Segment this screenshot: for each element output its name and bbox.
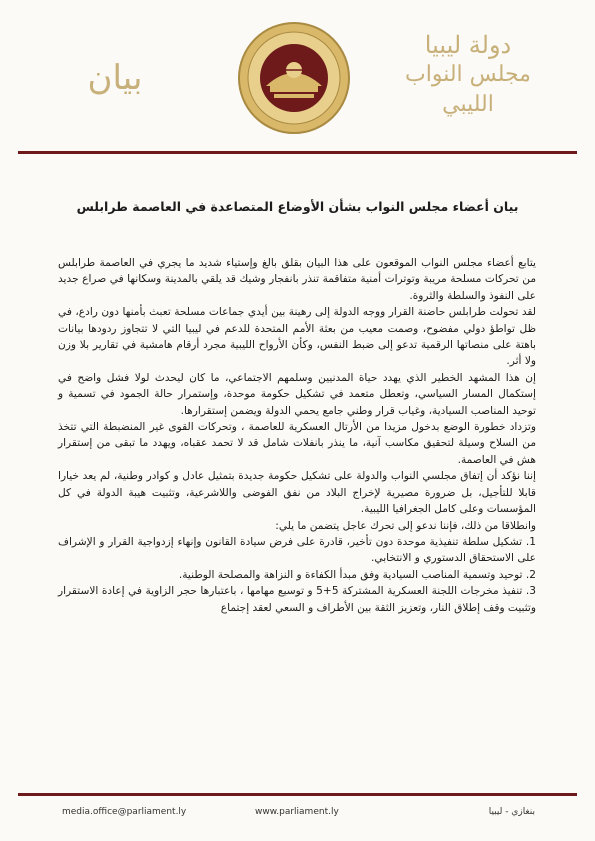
statement-body	[58, 255, 536, 616]
house-of-representatives-seal-icon	[236, 20, 352, 136]
parliament-name: مجلس النواب الليبي	[405, 62, 531, 117]
paragraph: وانطلاقا من ذلك، فإننا ندعو إلى تحرك عاجل يتضمن ما يلي:	[275, 519, 536, 532]
statement-word-logo: بيان	[87, 58, 143, 98]
paragraph: لقد تحولت طرابلس حاضنة القرار ووجه الدولة إلى رهينة بين أيدي جماعات مسلحة تعبث بأمنها دون رادع، في ظل تواطؤ دولي مفضوح، وصمت معيب من بعثة الأمم المتحدة للدعم في ليبيا التي لا تتجاوز ردودها بيانات باهتة على منصاتها الرقمية تدعو إلى ضبط النفس، وكأن الأرواح الليبية مجرد أرقام هامشية في تقارير بلا وزن ولا أثر.	[58, 306, 536, 368]
paragraph: يتابع أعضاء مجلس النواب الموقعون على هذا البيان بقلق بالغ وإستياء شديد ما يجري في العاصمة طرابلس من تحركات مسلحة مريبة وتوترات أمنية متفاقمة تنذر بانفجار وشيك قد يلقي بالمدينة وسكانها في صراع جديد على النفوذ والسلطة والثروة.	[58, 257, 536, 302]
paragraph: إن هذا المشهد الخطير الذي يهدد حياة المدنيين وسلمهم الاجتماعي، ما كان ليحدث لولا فشل واضح في إستكمال المسار السياسي، وتعطل متعمد في تشكيل حكومة موحدة، وإستمرار حالة الجمود في تسمية و توحيد المناصب السيادية، وغياب قرار وطني جامع يحمي الدولة ويضمن إستقرارها.	[58, 371, 536, 417]
list-item: 1. تشكيل سلطة تنفيذية موحدة دون تأخير، قادرة على فرض سيادة القانون وإنهاء إزدواجية القرار و الإشراف على الاستحقاق الدستوري و الانتخابي.	[58, 535, 536, 565]
footer-divider	[18, 793, 577, 796]
footer-website-link[interactable]: www.parliament.ly	[255, 807, 339, 817]
paragraph: إننا نؤكد أن إتفاق مجلسي النواب والدولة على تشكيل حكومة جديدة بتمثيل عادل و كوادر وطنية، لم يعد خيارا قابلا للتأجيل، بل ضرورة مصيرية لإخراج البلاد من نفق الفوضى واللاشرعية، وتثبيت هيبة الدولة في كل المؤسسات وعلى كامل الجغرافيا الليبية.	[58, 470, 536, 516]
statement-title: بيان أعضاء مجلس النواب بشأن الأوضاع المتصاعدة في العاصمة طرابلس	[76, 199, 519, 214]
list-item: 3. تنفيذ مخرجات اللجنة العسكرية المشتركة 5+5 و توسيع مهامها ، باعتبارها حجر الزاوية في إعادة الاستقرار وتثبيت وقف إطلاق النار، وتعزيز الثقة بين الأطراف و السعي لعقد إجتماع	[58, 585, 536, 614]
header-divider	[18, 151, 577, 154]
list-item: 2. توحيد وتسمية المناصب السيادية وفق مبدأ الكفاءة و النزاهة والمصلحة الوطنية.	[178, 568, 536, 581]
state-of-libya-header	[393, 30, 543, 120]
paragraph: وتزداد خطورة الوضع بدخول مزيدا من الأرتال العسكرية للعاصمة ، وتحركات القوى غير المنضبطة التي تتخذ من السلاح وسيلة لتحقيق مكاسب آنية، ما ينذر بانفلات شامل قد لا تحمد عقباه، ويهدد ما تبقى من إستقرار هش في العاصمة.	[58, 421, 536, 466]
state-name: دولة ليبيا	[424, 31, 512, 59]
footer-city: بنغازي - ليبيا	[488, 807, 535, 817]
footer-email-link[interactable]: media.office@parliament.ly	[62, 807, 187, 817]
